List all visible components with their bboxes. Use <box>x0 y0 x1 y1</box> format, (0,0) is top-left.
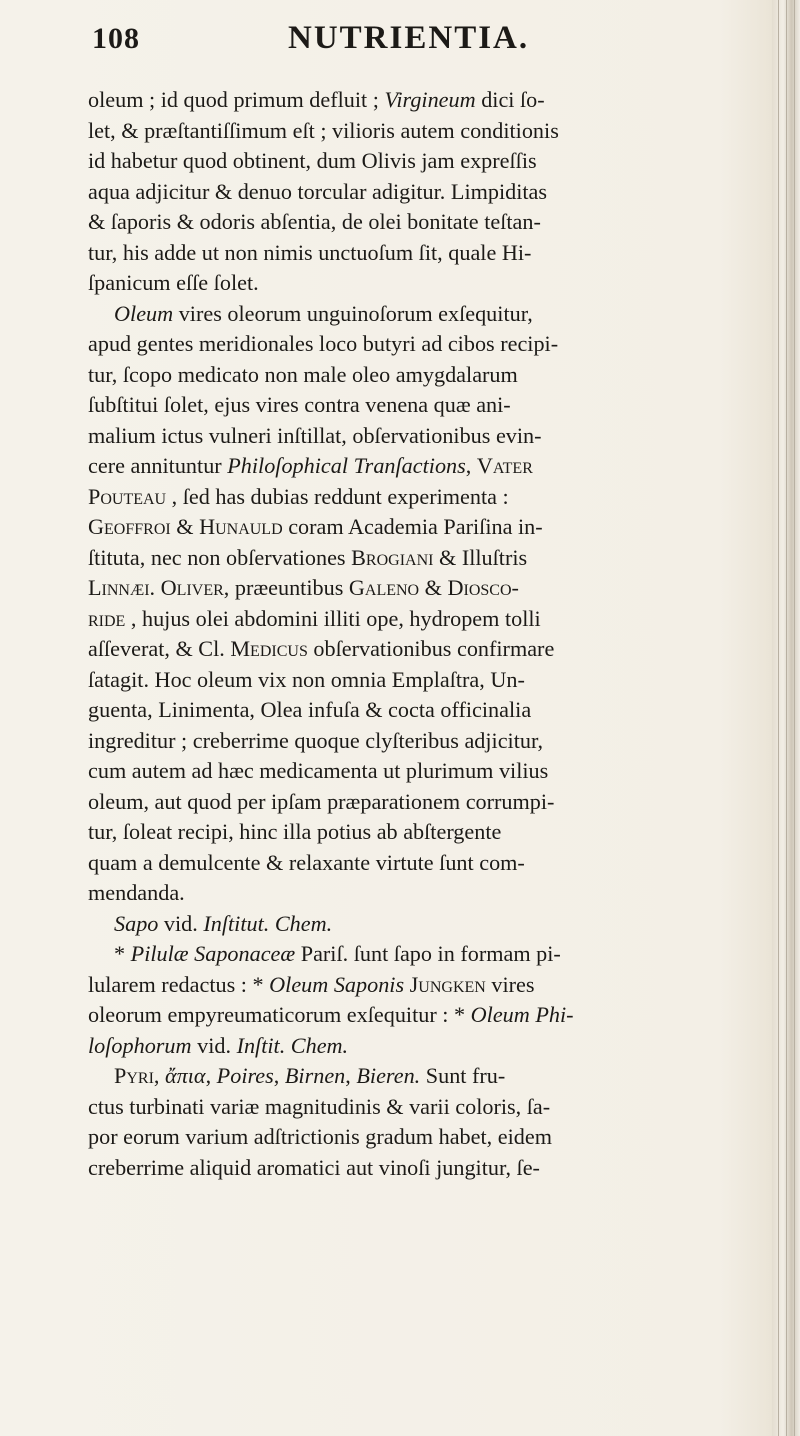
text-run: , <box>205 1063 217 1088</box>
text-run: aſſeverat, & Cl. <box>88 636 231 661</box>
italic-run: Oleum <box>114 300 174 326</box>
text-run: & <box>419 575 448 600</box>
text-run: malium ictus vulneri inſtillat, obſervationibus evin- <box>88 422 542 448</box>
text-line <box>88 146 753 177</box>
text-run: creberrime aliquid aromatici aut vinoſi jungitur, ſe- <box>88 1154 540 1180</box>
italic-run: Philoſophical Tranſactions <box>227 453 466 478</box>
text-run: tur, his adde ut non nimis unctuoſum ſit, quale Hi- <box>88 239 532 265</box>
text-run: vires oleorum unguinoſorum exſequitur, <box>173 300 533 326</box>
small-caps-run: Linnæi <box>88 575 150 600</box>
text-run: quam a demulcente & relaxante virtute ſunt com- <box>88 849 525 875</box>
text-line <box>88 451 753 482</box>
text-run: tur, ſoleat recipi, hinc illa potius ab abſtergente <box>88 819 502 844</box>
italic-run: ἄπια <box>165 1063 206 1088</box>
running-title: NUTRIENTIA. <box>288 20 530 56</box>
italic-run: Virgineum <box>384 87 476 112</box>
text-run: , <box>153 1063 165 1088</box>
text-run: id habetur quod obtinent, dum Olivis jam expreſſis <box>88 148 537 173</box>
page-edge <box>772 0 800 1436</box>
text-run: . <box>149 575 161 600</box>
text-run: obſervationibus confirmare <box>307 636 555 661</box>
italic-run: Inſtitut. Chem. <box>203 910 333 936</box>
edge-line <box>794 0 795 1436</box>
text-run: ingreditur ; creberrime quoque clyſteribus adjicitur, <box>88 727 544 753</box>
text-run: let, & præſtantiſſimum eſt ; vilioris autem conditionis <box>88 117 559 143</box>
text-line <box>88 1153 753 1184</box>
text-run: coram Academia Pariſina in- <box>282 514 543 539</box>
text-run: vid. <box>191 1032 237 1058</box>
text-line <box>88 543 753 574</box>
small-caps-run: Jungken <box>409 971 486 997</box>
text-line <box>88 787 753 818</box>
text-line <box>88 268 753 299</box>
italic-run: Birnen <box>284 1063 346 1088</box>
text-line <box>88 1031 753 1062</box>
text-run: guenta, Linimenta, Olea infuſa & cocta officinalia <box>88 697 532 722</box>
small-caps-run: Oliver <box>160 575 224 600</box>
page-header <box>92 18 732 62</box>
text-line <box>88 512 753 543</box>
text-line <box>88 1092 753 1123</box>
text-line <box>88 817 753 848</box>
text-line <box>88 848 753 879</box>
text-run: tur, ſcopo medicato non male oleo amygdalarum <box>88 361 518 387</box>
text-run: lularem redactus : * <box>88 971 270 997</box>
text-line <box>88 970 753 1001</box>
small-caps-run: Pyri <box>114 1063 154 1088</box>
italic-run: Bieren. <box>356 1063 421 1088</box>
text-run: aqua adjicitur & denuo torcular adigitur. Limpiditas <box>88 178 548 204</box>
text-line <box>88 878 753 909</box>
text-line <box>88 726 753 757</box>
italic-run: Oleum Saponis <box>269 971 405 997</box>
text-run: Pariſ. ſunt ſapo in formam pi- <box>295 941 561 966</box>
text-run: por eorum varium adſtrictionis gradum habet, eidem <box>88 1124 552 1149</box>
text-run: ſpanicum eſſe ſolet. <box>88 270 259 295</box>
text-run: & Illuſtris <box>433 544 528 570</box>
text-line <box>88 1000 753 1031</box>
small-caps-run: Pouteau <box>88 483 167 509</box>
text-run: ſtituta, nec non obſervationes <box>88 544 352 570</box>
text-run: & <box>170 514 200 539</box>
text-line <box>88 238 753 269</box>
text-run: dici ſo- <box>475 87 545 112</box>
small-caps-run: Diosco- <box>447 575 519 600</box>
text-run: & ſaporis & odoris abſentia, de olei bonitate teſtan- <box>88 209 541 234</box>
text-line <box>88 329 753 360</box>
italic-run: Oleum Phi- <box>470 1002 574 1027</box>
text-run: , <box>273 1063 285 1088</box>
text-run: vid. <box>158 910 204 936</box>
text-line <box>88 482 753 513</box>
text-run: oleum, aut quod per ipſam præparationem corrumpi- <box>88 788 555 814</box>
text-run: ſubſtitui ſolet, ejus vires contra venena quæ ani- <box>88 392 511 417</box>
text-line <box>88 116 753 147</box>
text-line <box>88 85 753 116</box>
text-run: , <box>345 1063 357 1088</box>
text-line <box>88 604 753 635</box>
page-number: 108 <box>92 22 140 55</box>
text-run: cum autem ad hæc medicamenta ut plurimum vilius <box>88 758 549 783</box>
text-run: ctus turbinati variæ magnitudinis & varii coloris, ſa- <box>88 1093 551 1119</box>
text-line <box>88 634 753 665</box>
text-line <box>88 421 753 452</box>
text-line <box>88 177 753 208</box>
text-line <box>88 1122 753 1153</box>
text-line <box>88 695 753 726</box>
text-run: mendanda. <box>88 880 185 905</box>
italic-run: Poires <box>216 1063 274 1088</box>
text-line <box>88 390 753 421</box>
small-caps-run: Hunauld <box>199 514 283 539</box>
text-run: vires <box>485 971 535 997</box>
text-line <box>88 756 753 787</box>
italic-run: Sapo <box>114 910 159 936</box>
text-run: oleorum empyreumaticorum exſequitur : * <box>88 1002 471 1027</box>
text-line <box>88 909 753 940</box>
text-run: Sunt fru- <box>420 1063 506 1088</box>
text-line <box>88 939 753 970</box>
text-run: * <box>114 941 131 966</box>
text-line <box>88 665 753 696</box>
text-line <box>88 299 753 330</box>
edge-line <box>778 0 779 1436</box>
text-run: ſatagit. Hoc oleum vix non omnia Emplaſtra, Un- <box>88 666 525 692</box>
text-run: , hujus olei abdomini illiti ope, hydropem tolli <box>125 605 541 631</box>
italic-run: Inſtit. Chem. <box>236 1032 349 1058</box>
italic-run: Pilulæ Saponaceæ <box>130 941 296 966</box>
text-line <box>88 360 753 391</box>
small-caps-run: Brogiani <box>351 544 434 570</box>
text-line <box>88 573 753 604</box>
edge-line <box>786 0 787 1436</box>
text-run: , ſed has dubias reddunt experimenta : <box>166 483 509 509</box>
text-run: cere annituntur <box>88 453 228 478</box>
small-caps-run: Galeno <box>348 575 420 600</box>
small-caps-run: Vater <box>476 453 533 478</box>
italic-run: loſophorum <box>88 1032 192 1058</box>
text-line <box>88 1061 753 1092</box>
text-run: , præeuntibus <box>223 575 349 600</box>
small-caps-run: ride <box>88 605 126 631</box>
text-line <box>88 207 753 238</box>
small-caps-run: Geoffroi <box>88 514 171 539</box>
text-run: apud gentes meridionales loco butyri ad cibos recipi- <box>88 331 559 356</box>
body-text <box>88 85 753 1183</box>
text-run: , <box>465 453 477 478</box>
small-caps-run: Medicus <box>230 636 308 661</box>
text-run: oleum ; id quod primum defluit ; <box>88 87 385 112</box>
